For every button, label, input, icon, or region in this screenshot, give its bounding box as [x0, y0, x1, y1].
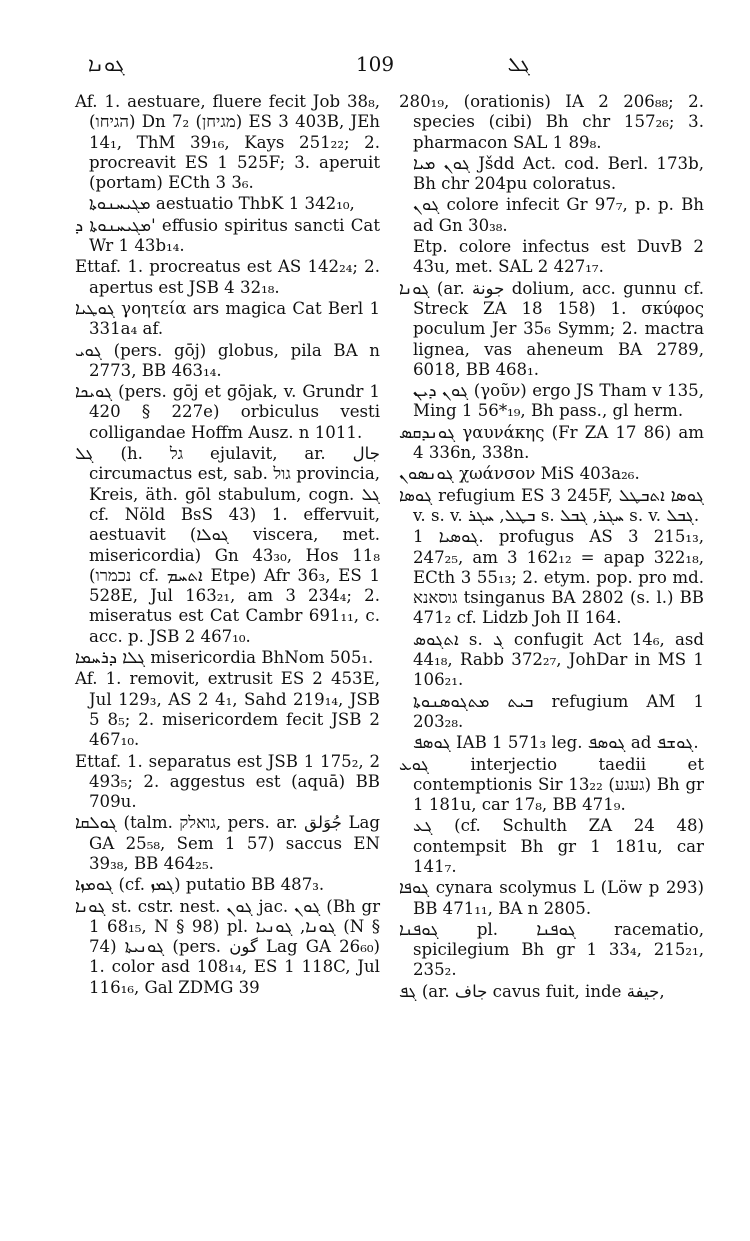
entry-putatio: ܓܘܡܙܐ (cf. ܓܡܙ) putatio BB 487₃. [75, 875, 325, 895]
entry-refugium: ܓܘܣܐ refugium ES 3 245F, ܓܘܣܐ ܐܬܒܛܠ v. s. v. ܒܛܠ, ܚܓܪ s. ܚܓܪ, ܓܒܠ s. v. ܓܒܠ. [399, 485, 704, 525]
entry-ettaf-procreatus: Ettaf. 1. procreatus est AS 142₂₄; 2. apertus est JSB 4 32₁₈. [75, 257, 380, 297]
running-head-right: ܓܠ [507, 52, 530, 76]
running-head-left: ܓܘܢܐ [88, 52, 125, 76]
left-column [75, 92, 380, 999]
entry-gaunakes: ܓܘܢܕܩܣ γαυνάκης (Fr ZA 17 86) am 4 336n, 338n. [399, 422, 704, 463]
right-column [399, 92, 704, 1003]
entry-orbiculus: ܓܘܝܟܐ (pers. gōj et gōjak, v. Grundr 1 420 § 227e) orbiculus vesti colligandae Hoffm Ausz. n 1011. [75, 382, 380, 442]
entry-ergo: ܓܘܢ ܕܝܢ (γοῦν) ergo JS Tham v 135, Ming 1 56*₁₉, Bh pass., gl herm. [413, 381, 704, 421]
entry-colore-infecit: ܓܘܢ colore infecit Gr 97₇, p. p. Bh ad Gn 30₃₈. [413, 195, 704, 235]
entry-profugus: ܓܘܣܝܐ 1. profugus AS 3 215₁₃, 247₂₅, am 3 162₁₂ = apap 322₁₈, ECth 3 55₁₃; 2. etym. pop. pro md. גוסאנא tsinganus BA 2802 (s. l.) BB 471₂ cf. Lidzb Joh II 164. [413, 527, 704, 628]
entry-confugit: ܐܬܓܘܣ s. ܓ confugit Act 14₆, asd 44₁₈, Rabb 372₂₇, JohDar in MS 1 106₂₁. [413, 629, 705, 690]
entry-cynara: ܓܘܦܐ cynara scolymus L (Löw p 293) BB 471₁₁, BA n 2805. [399, 878, 704, 918]
entry-iab: ܓܘܣܦ IAB 1 571₃ leg. ܓܘܣܦ ad ܓܘܫܦ. [413, 733, 699, 753]
page-header [70, 44, 680, 84]
entry-choanson: ܓܘܢܣܘܢ χωάνσον MiS 403a₂₆. [399, 464, 640, 484]
entry-globus: ܓܘܝ (pers. gōj) globus, pila BA n 2773, BB 463₁₄. [75, 340, 380, 380]
entry-orationis: 280₁₉, (orationis) IA 2 206₈₈; 2. species (cibi) Bh chr 157₂₆; 3. pharmacon SAL 1 89₈. [399, 92, 704, 152]
entry-goetia: ܓܘܛܝܐ γοητεία ars magica Cat Berl 1 331a₄ af. [75, 298, 380, 339]
entry-saccus: ܓܘܠܩܐ (talm. גואלק, pers. ar. جُوَلق Lag GA 25₅₈, Sem 1 57) saccus EN 39₃₈, BB 464₂₅. [75, 813, 381, 873]
entry-cavus: ܓܦ (ar. جاف cavus fuit, inde جيفة, [399, 981, 665, 1001]
page-number: 109 [355, 52, 395, 76]
entry-af-aestuare: Af. 1. aestuare, fluere fecit Job 38₈, (הגיחו) Dn 7₂ (מגיחן) ES 3 403B, JEh 14₁, ThM 39₁₆, Kays 251₂₂; 2. procreavit ES 1 525F; 3. aperuit (portam) ECth 3 3₆. [75, 92, 380, 193]
entry-gal-ejulavit: ܓܠ (h. גל ejulavit, ar. جال circumactus est, sab. גול provincia, Kreis, äth. gōl stabulum, cogn. ܓܠ cf. Nöld BsS 43) 1. effervuit, aestuavit (ܓܘܠܐ viscera, met. misericordia) Gn 43₃₀, Hos 11₈ (נכמרו cf. ܐܬܚܡ Etpe) Afr 36₃, ES 1 528E, Jul 163₂₁, am 3 234₄; 2. miseratus est Cat Cambr 691₁₁, c. acc. p. JSB 2 467₁₀. [75, 444, 381, 646]
entry-misericordia: ܓܠܐ ܕܪܚܡܐ misericordia BhNom 505₁. [75, 648, 374, 668]
entry-effusio: ܡܓܝܚܢܘܬܐ ܕ' effusio spiritus sancti Cat Wr 1 43b₁₄. [75, 215, 380, 256]
entry-color: ܓܘܢܐ st. cstr. nest. ܓܘܢ jac. ܓܘܢ (Bh gr 1 68₁₅, N § 98) pl. ܓܘܢܐ, ܓܘܢܝܐ (N § 74) ܓܘܢܝܬܐ (pers. گون Lag GA 26₆₀) 1. color asd 108₁₄, ES 1 118C, Jul 116₁₆, Gal ZDMG 39 [75, 896, 380, 997]
entry-etp-colore: Etp. colore infectus est DuvB 2 43u, met. SAL 2 427₁₇. [413, 237, 704, 277]
entry-aestuatio: ܡܓܝܚܢܘܬܐ aestuatio ThbK 1 342₁₀, [89, 194, 355, 214]
entry-dolium: ܓܘܢܐ (ar. جونة dolium, acc. gunnu cf. Streck ZA 18 158) 1. σκύφος poculum Jer 35₆ Symm; 2. mactra lignea, vas aheneum BA 2789, 6018, BB 468₁. [399, 278, 704, 379]
entry-contempsit: ܓܥ (cf. Schulth ZA 24 48) contempsit Bh gr 1 181u, car 141₇. [413, 816, 704, 876]
entry-interjectio: ܓܘܥ interjectio taedii et contemptionis Sir 13₂₂ (געגע) Bh gr 1 181u, car 17₈, BB 471₉. [399, 754, 704, 815]
entry-coloratus: ܓܘܢ ܡܝܐ Jšdd Act. cod. Berl. 173b, Bh chr 204pu coloratus. [413, 153, 704, 194]
entry-racematio: ܓܘܦܢܐ pl. ܓܘܦܢܐ racematio, spicilegium Bh gr 1 33₄, 215₂₁, 235₂. [399, 919, 704, 980]
entry-refugium-am: ܒܝܬ ܡܬܓܘܣܢܘܬܐ refugium AM 1 203₂₈. [413, 691, 704, 731]
entry-af-removit: Af. 1. removit, extrusit ES 2 453E, Jul 129₃, AS 2 4₁, Sahd 219₁₄, JSB 5 8₅; 2. misericordem fecit JSB 2 467₁₀. [75, 669, 380, 750]
entry-ettaf-separatus: Ettaf. 1. separatus est JSB 1 175₂, 2 493₅; 2. aggestus est (aquā) BB 709u. [75, 751, 380, 812]
